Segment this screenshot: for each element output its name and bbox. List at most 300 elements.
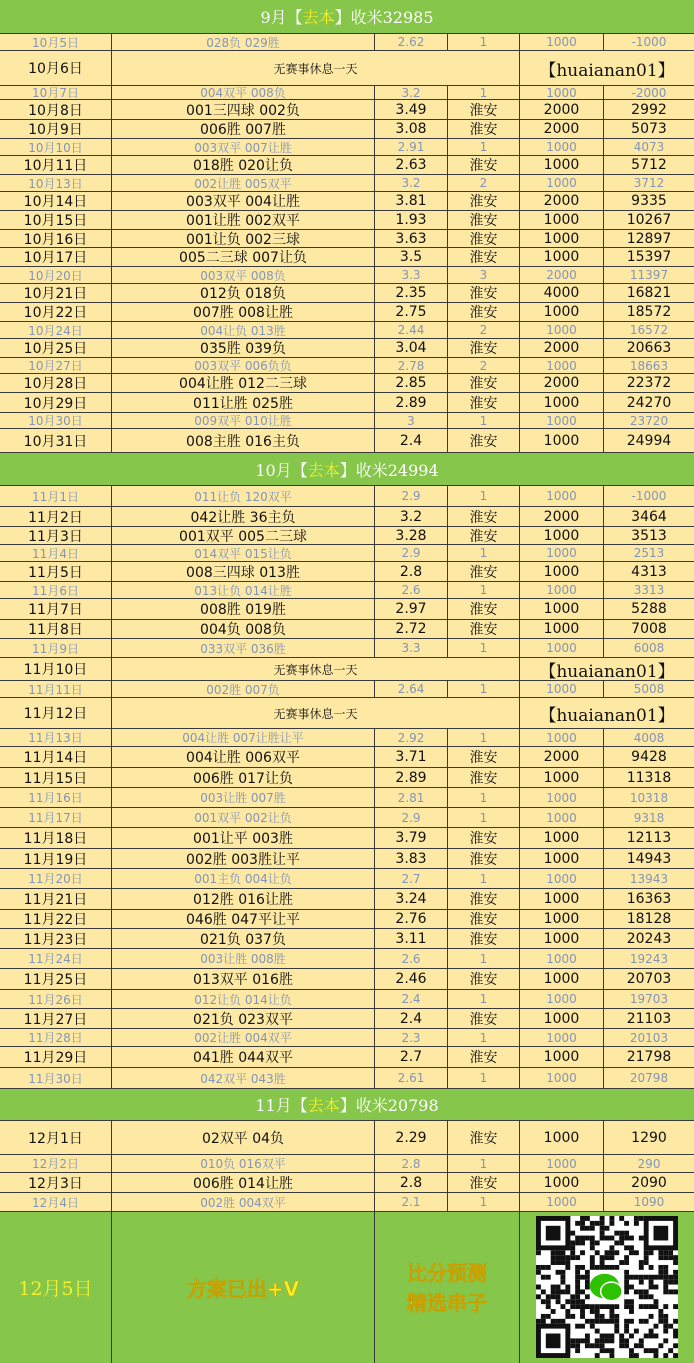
odds-cell: 3.04 bbox=[375, 339, 448, 357]
running-total-cell: 20243 bbox=[626, 930, 672, 947]
result-mark-cell: 淮安 bbox=[448, 248, 520, 266]
stake-cell: 1000 bbox=[520, 1029, 604, 1046]
result-mark-cell: 淮安 bbox=[448, 1121, 520, 1154]
table-row bbox=[0, 698, 694, 729]
result-mark-cell: 1 bbox=[448, 639, 520, 657]
table-row bbox=[0, 562, 694, 582]
result-mark-cell: 淮安 bbox=[448, 747, 520, 767]
stake-cell: 1000 bbox=[520, 729, 604, 746]
stake-cell: 1000 bbox=[520, 949, 604, 968]
odds-cell: 3.11 bbox=[375, 929, 448, 948]
odds-cell: 2.7 bbox=[375, 1047, 448, 1067]
match-pick-cell: 008主胜 016主负 bbox=[112, 429, 375, 452]
date-cell: 11月18日 bbox=[0, 828, 112, 848]
result-mark-cell: 淮安 bbox=[448, 969, 520, 989]
match-pick-cell: 010负 016双平 bbox=[112, 1155, 375, 1172]
footer-scheme-note: 方案已出+V bbox=[112, 1212, 375, 1363]
table-row bbox=[0, 969, 694, 990]
header-suffix: 】收米32985 bbox=[334, 8, 434, 27]
table-row bbox=[0, 211, 694, 230]
result-mark-cell: 1 bbox=[448, 582, 520, 598]
date-cell: 12月2日 bbox=[0, 1155, 112, 1172]
odds-cell: 2.3 bbox=[375, 1029, 448, 1046]
date-cell: 10月11日 bbox=[0, 156, 112, 174]
stake-cell: 1000 bbox=[520, 562, 604, 581]
match-pick-cell: 001三四球 002负 bbox=[112, 100, 375, 119]
running-total-cell: 19243 bbox=[629, 951, 669, 966]
match-pick-cell: 042让胜 36主负 bbox=[112, 507, 375, 526]
result-mark-cell: 1 bbox=[448, 1029, 520, 1046]
running-total-cell: 10318 bbox=[629, 790, 669, 805]
running-total-cell: 11397 bbox=[629, 268, 669, 282]
odds-cell: 2.76 bbox=[375, 910, 448, 928]
table-row bbox=[0, 413, 694, 429]
stake-cell: 1000 bbox=[520, 1193, 604, 1211]
table-row bbox=[0, 1173, 694, 1193]
rest-note-cell: 无赛事休息一天 bbox=[112, 51, 520, 85]
wechat-qr-code-icon[interactable] bbox=[536, 1216, 678, 1358]
odds-cell: 2.97 bbox=[375, 599, 448, 619]
date-cell: 11月3日 bbox=[0, 527, 112, 544]
contact-tag-cell: 【huaianan01】 bbox=[539, 60, 675, 81]
running-total-cell: 2992 bbox=[631, 101, 667, 118]
month-summary-header-nov bbox=[0, 1089, 694, 1121]
result-mark-cell: 1 bbox=[448, 869, 520, 888]
result-mark-cell: 淮安 bbox=[448, 929, 520, 948]
date-cell: 11月23日 bbox=[0, 929, 112, 948]
date-cell: 12月1日 bbox=[0, 1121, 112, 1154]
stake-cell: 1000 bbox=[520, 620, 604, 638]
result-mark-cell: 淮安 bbox=[448, 1009, 520, 1028]
odds-cell: 3.3 bbox=[375, 639, 448, 657]
match-pick-cell: 003双平 006负负 bbox=[112, 358, 375, 373]
match-pick-cell: 033双平 036胜 bbox=[112, 639, 375, 657]
odds-cell: 3.79 bbox=[375, 828, 448, 848]
date-cell: 11月19日 bbox=[0, 849, 112, 868]
table-row bbox=[0, 849, 694, 869]
stake-cell: 1000 bbox=[520, 828, 604, 848]
stake-cell: 1000 bbox=[520, 248, 604, 266]
result-mark-cell: 1 bbox=[448, 34, 520, 50]
table-row bbox=[0, 828, 694, 849]
odds-cell: 2.4 bbox=[375, 1009, 448, 1028]
stake-cell: 1000 bbox=[520, 413, 604, 428]
running-total-cell: 3464 bbox=[631, 508, 667, 525]
stake-cell: 1000 bbox=[520, 527, 604, 544]
running-total-cell: 10267 bbox=[626, 212, 672, 228]
stake-cell: 2000 bbox=[520, 267, 604, 283]
match-pick-cell: 021负 023双平 bbox=[112, 1009, 375, 1028]
result-mark-cell: 淮安 bbox=[448, 192, 520, 210]
date-cell: 11月30日 bbox=[0, 1068, 112, 1088]
odds-cell: 2.78 bbox=[375, 358, 448, 373]
running-total-cell: 6008 bbox=[633, 641, 665, 655]
result-mark-cell: 淮安 bbox=[448, 849, 520, 868]
running-total-cell: 24994 bbox=[626, 432, 672, 449]
running-total-cell: 5712 bbox=[631, 157, 667, 173]
match-pick-cell: 011让胜 025胜 bbox=[112, 393, 375, 412]
table-row bbox=[0, 139, 694, 156]
table-row bbox=[0, 374, 694, 393]
footer-pick-box bbox=[375, 1212, 520, 1363]
odds-cell: 1.93 bbox=[375, 211, 448, 229]
table-row bbox=[0, 156, 694, 175]
running-total-cell: 7008 bbox=[631, 621, 667, 637]
stake-cell: 1000 bbox=[520, 808, 604, 827]
odds-cell: 2.9 bbox=[375, 545, 448, 561]
stake-cell: 1000 bbox=[520, 322, 604, 338]
date-cell: 10月25日 bbox=[0, 339, 112, 357]
table-row bbox=[0, 681, 694, 698]
date-cell: 11月27日 bbox=[0, 1009, 112, 1028]
running-total-cell: 12897 bbox=[626, 230, 672, 247]
table-row bbox=[0, 248, 694, 267]
date-cell: 11月15日 bbox=[0, 768, 112, 787]
match-pick-cell: 013双平 016胜 bbox=[112, 969, 375, 989]
odds-cell: 2.4 bbox=[375, 429, 448, 452]
odds-cell: 2.91 bbox=[375, 139, 448, 155]
odds-cell: 2.29 bbox=[375, 1121, 448, 1154]
match-pick-cell: 013让负 014让胜 bbox=[112, 582, 375, 598]
running-total-cell: 3712 bbox=[633, 176, 665, 190]
date-cell: 10月27日 bbox=[0, 358, 112, 373]
match-pick-cell: 002胜 003胜让平 bbox=[112, 849, 375, 868]
match-pick-cell: 001双平 002让负 bbox=[112, 808, 375, 827]
header-suffix: 】收米24994 bbox=[339, 460, 439, 480]
table-row bbox=[0, 322, 694, 339]
stake-cell: 1000 bbox=[520, 393, 604, 412]
table-row bbox=[0, 230, 694, 248]
result-mark-cell: 1 bbox=[448, 1193, 520, 1211]
odds-cell: 2.85 bbox=[375, 374, 448, 392]
rest-note-cell: 无赛事休息一天 bbox=[112, 698, 520, 728]
match-pick-cell: 004双平 008负 bbox=[112, 86, 375, 99]
match-pick-cell: 014双平 015让负 bbox=[112, 545, 375, 561]
table-row bbox=[0, 486, 694, 507]
odds-cell: 2.89 bbox=[375, 768, 448, 787]
result-mark-cell: 淮安 bbox=[448, 599, 520, 619]
date-cell: 10月8日 bbox=[0, 100, 112, 119]
date-cell: 10月10日 bbox=[0, 139, 112, 155]
table-row bbox=[0, 429, 694, 453]
running-total-cell: 4073 bbox=[633, 140, 665, 154]
date-cell: 10月16日 bbox=[0, 230, 112, 247]
table-row bbox=[0, 527, 694, 545]
match-pick-cell: 002让胜 005双平 bbox=[112, 175, 375, 191]
table-row bbox=[0, 100, 694, 120]
table-row bbox=[0, 358, 694, 374]
stake-cell: 1000 bbox=[520, 230, 604, 247]
running-total-cell: 21103 bbox=[626, 1010, 672, 1027]
footer-date: 12月5日 bbox=[0, 1212, 112, 1363]
match-pick-cell: 008三四球 013胜 bbox=[112, 562, 375, 581]
table-row bbox=[0, 658, 694, 681]
match-pick-cell: 003双平 007让胜 bbox=[112, 139, 375, 155]
result-mark-cell: 淮安 bbox=[448, 1047, 520, 1067]
odds-cell: 2.61 bbox=[375, 1068, 448, 1088]
date-cell: 10月21日 bbox=[0, 284, 112, 302]
odds-cell: 3 bbox=[375, 413, 448, 428]
header-suffix: 】收米20798 bbox=[339, 1096, 439, 1115]
stake-cell: 1000 bbox=[520, 303, 604, 321]
running-total-cell: 5073 bbox=[631, 121, 667, 137]
result-mark-cell: 1 bbox=[448, 788, 520, 807]
table-row bbox=[0, 869, 694, 889]
odds-cell: 2.4 bbox=[375, 990, 448, 1008]
table-row bbox=[0, 768, 694, 788]
result-mark-cell: 淮安 bbox=[448, 393, 520, 412]
result-mark-cell: 2 bbox=[448, 175, 520, 191]
stake-cell: 1000 bbox=[520, 175, 604, 191]
odds-cell: 2.72 bbox=[375, 620, 448, 638]
table-row bbox=[0, 120, 694, 139]
odds-cell: 3.3 bbox=[375, 267, 448, 283]
stake-cell: 1000 bbox=[520, 788, 604, 807]
match-pick-cell: 012负 018负 bbox=[112, 284, 375, 302]
match-pick-cell: 001双平 005二三球 bbox=[112, 527, 375, 544]
table-row bbox=[0, 192, 694, 211]
running-total-cell: 24270 bbox=[626, 394, 672, 411]
running-total-cell: 5288 bbox=[631, 601, 667, 617]
match-pick-cell: 002让胜 004双平 bbox=[112, 1029, 375, 1046]
match-pick-cell: 007胜 008让胜 bbox=[112, 303, 375, 321]
date-cell: 10月17日 bbox=[0, 248, 112, 266]
result-mark-cell: 淮安 bbox=[448, 303, 520, 321]
running-total-cell: 1090 bbox=[633, 1195, 665, 1209]
result-mark-cell: 2 bbox=[448, 322, 520, 338]
running-total-cell: 12113 bbox=[626, 830, 672, 846]
running-total-cell: 5008 bbox=[633, 682, 665, 696]
odds-cell: 3.28 bbox=[375, 527, 448, 544]
match-pick-cell: 006胜 017让负 bbox=[112, 768, 375, 787]
result-mark-cell: 淮安 bbox=[448, 374, 520, 392]
rest-note-cell: 无赛事休息一天 bbox=[112, 658, 520, 680]
result-mark-cell: 淮安 bbox=[448, 156, 520, 174]
running-total-cell: 20663 bbox=[626, 340, 672, 356]
header-highlight: 去本 bbox=[302, 8, 335, 27]
match-pick-cell: 028负 029胜 bbox=[112, 34, 375, 50]
date-cell: 11月8日 bbox=[0, 620, 112, 638]
stake-cell: 1000 bbox=[520, 86, 604, 99]
stake-cell: 2000 bbox=[520, 747, 604, 767]
result-mark-cell: 1 bbox=[448, 808, 520, 827]
result-mark-cell: 淮安 bbox=[448, 211, 520, 229]
stake-cell: 1000 bbox=[520, 639, 604, 657]
table-row bbox=[0, 729, 694, 747]
table-row bbox=[0, 1029, 694, 1047]
table-row bbox=[0, 51, 694, 86]
result-mark-cell: 淮安 bbox=[448, 429, 520, 452]
date-cell: 11月10日 bbox=[0, 658, 112, 680]
match-pick-cell: 003让胜 008胜 bbox=[112, 949, 375, 968]
date-cell: 10月6日 bbox=[0, 51, 112, 85]
odds-cell: 2.6 bbox=[375, 949, 448, 968]
table-row bbox=[0, 747, 694, 768]
match-pick-cell: 001让平 003胜 bbox=[112, 828, 375, 848]
odds-cell: 2.6 bbox=[375, 582, 448, 598]
result-mark-cell: 淮安 bbox=[448, 620, 520, 638]
date-cell: 11月2日 bbox=[0, 507, 112, 526]
match-pick-cell: 012让负 014让负 bbox=[112, 990, 375, 1008]
contact-tag-cell: 【huaianan01】 bbox=[539, 661, 675, 680]
odds-cell: 3.5 bbox=[375, 248, 448, 266]
match-pick-cell: 001主负 004让负 bbox=[112, 869, 375, 888]
stake-cell: 1000 bbox=[520, 599, 604, 619]
stake-cell: 1000 bbox=[520, 929, 604, 948]
odds-cell: 3.08 bbox=[375, 120, 448, 138]
date-cell: 10月30日 bbox=[0, 413, 112, 428]
result-mark-cell: 淮安 bbox=[448, 889, 520, 909]
table-row bbox=[0, 929, 694, 949]
date-cell: 11月16日 bbox=[0, 788, 112, 807]
table-row bbox=[0, 284, 694, 303]
odds-cell: 3.81 bbox=[375, 192, 448, 210]
date-cell: 10月29日 bbox=[0, 393, 112, 412]
odds-cell: 2.8 bbox=[375, 1173, 448, 1192]
date-cell: 11月29日 bbox=[0, 1047, 112, 1067]
date-cell: 11月11日 bbox=[0, 681, 112, 697]
header-highlight: 去本 bbox=[307, 460, 340, 480]
date-cell: 11月12日 bbox=[0, 698, 112, 728]
match-pick-cell: 003双平 008负 bbox=[112, 267, 375, 283]
running-total-cell: 2090 bbox=[631, 1174, 667, 1191]
table-row bbox=[0, 808, 694, 828]
running-total-cell: 16821 bbox=[626, 285, 672, 301]
running-total-cell: 16572 bbox=[629, 323, 669, 337]
result-mark-cell: 1 bbox=[448, 139, 520, 155]
odds-cell: 2.7 bbox=[375, 869, 448, 888]
table-row bbox=[0, 639, 694, 658]
result-mark-cell: 淮安 bbox=[448, 230, 520, 247]
odds-cell: 3.24 bbox=[375, 889, 448, 909]
result-mark-cell: 1 bbox=[448, 486, 520, 506]
stake-cell: 1000 bbox=[520, 1121, 604, 1154]
odds-cell: 3.2 bbox=[375, 507, 448, 526]
date-cell: 11月17日 bbox=[0, 808, 112, 827]
running-total-cell: 23720 bbox=[629, 413, 669, 428]
odds-cell: 3.71 bbox=[375, 747, 448, 767]
match-pick-cell: 035胜 039负 bbox=[112, 339, 375, 357]
header-highlight: 去本 bbox=[307, 1096, 340, 1115]
running-total-cell: 9335 bbox=[631, 193, 667, 209]
running-total-cell: 18128 bbox=[626, 911, 672, 927]
result-mark-cell: 1 bbox=[448, 1155, 520, 1172]
date-cell: 11月25日 bbox=[0, 969, 112, 989]
result-mark-cell: 1 bbox=[448, 86, 520, 99]
result-mark-cell: 淮安 bbox=[448, 120, 520, 138]
odds-cell: 2.92 bbox=[375, 729, 448, 746]
stake-cell: 1000 bbox=[520, 1068, 604, 1088]
date-cell: 10月24日 bbox=[0, 322, 112, 338]
stake-cell: 2000 bbox=[520, 192, 604, 210]
date-cell: 11月26日 bbox=[0, 990, 112, 1008]
date-cell: 11月28日 bbox=[0, 1029, 112, 1046]
match-pick-cell: 02双平 04负 bbox=[112, 1121, 375, 1154]
date-cell: 10月22日 bbox=[0, 303, 112, 321]
running-total-cell: 20103 bbox=[629, 1030, 669, 1045]
footer-pick-line-1: 比分预测 bbox=[407, 1260, 487, 1285]
running-total-cell: 4313 bbox=[631, 563, 667, 580]
running-total-cell: -1000 bbox=[631, 35, 667, 49]
stake-cell: 1000 bbox=[520, 1047, 604, 1067]
table-row bbox=[0, 1047, 694, 1068]
result-mark-cell: 淮安 bbox=[448, 339, 520, 357]
result-mark-cell: 淮安 bbox=[448, 507, 520, 526]
stake-cell: 1000 bbox=[520, 358, 604, 373]
odds-cell: 2.46 bbox=[375, 969, 448, 989]
odds-cell: 2.1 bbox=[375, 1193, 448, 1211]
date-cell: 11月7日 bbox=[0, 599, 112, 619]
result-mark-cell: 1 bbox=[448, 681, 520, 697]
table-row bbox=[0, 910, 694, 929]
stake-cell: 4000 bbox=[520, 284, 604, 302]
odds-cell: 2.8 bbox=[375, 562, 448, 581]
running-total-cell: 290 bbox=[637, 1156, 661, 1171]
table-row bbox=[0, 545, 694, 562]
stake-cell: 1000 bbox=[520, 582, 604, 598]
table-row bbox=[0, 339, 694, 358]
stake-cell: 2000 bbox=[520, 507, 604, 526]
odds-cell: 2.44 bbox=[375, 322, 448, 338]
result-mark-cell: 淮安 bbox=[448, 527, 520, 544]
odds-cell: 3.49 bbox=[375, 100, 448, 119]
stake-cell: 1000 bbox=[520, 34, 604, 50]
result-mark-cell: 淮安 bbox=[448, 910, 520, 928]
running-total-cell: 18663 bbox=[629, 358, 669, 373]
running-total-cell: 2513 bbox=[633, 546, 665, 560]
odds-cell: 2.63 bbox=[375, 156, 448, 174]
table-row bbox=[0, 582, 694, 599]
running-total-cell: 3313 bbox=[633, 583, 665, 597]
stake-cell: 1000 bbox=[520, 889, 604, 909]
match-pick-cell: 046胜 047平让平 bbox=[112, 910, 375, 928]
match-pick-cell: 021负 037负 bbox=[112, 929, 375, 948]
result-mark-cell: 1 bbox=[448, 1068, 520, 1088]
date-cell: 12月3日 bbox=[0, 1173, 112, 1192]
running-total-cell: 20798 bbox=[629, 1071, 669, 1085]
header-prefix: 9月【 bbox=[260, 8, 303, 27]
date-cell: 10月5日 bbox=[0, 34, 112, 50]
stake-cell: 1000 bbox=[520, 910, 604, 928]
match-pick-cell: 004让胜 012二三球 bbox=[112, 374, 375, 392]
stake-cell: 1000 bbox=[520, 681, 604, 697]
result-mark-cell: 淮安 bbox=[448, 284, 520, 302]
odds-cell: 3.63 bbox=[375, 230, 448, 247]
running-total-cell: 14943 bbox=[626, 850, 672, 867]
result-mark-cell: 1 bbox=[448, 990, 520, 1008]
date-cell: 12月4日 bbox=[0, 1193, 112, 1211]
date-cell: 11月4日 bbox=[0, 545, 112, 561]
table-row bbox=[0, 1193, 694, 1212]
stake-cell: 2000 bbox=[520, 374, 604, 392]
stake-cell: 1000 bbox=[520, 1009, 604, 1028]
table-row bbox=[0, 620, 694, 639]
odds-cell: 3.83 bbox=[375, 849, 448, 868]
match-pick-cell: 042双平 043胜 bbox=[112, 1068, 375, 1088]
odds-cell: 2.62 bbox=[375, 34, 448, 50]
odds-cell: 2.8 bbox=[375, 1155, 448, 1172]
running-total-cell: 19703 bbox=[629, 992, 669, 1006]
date-cell: 11月6日 bbox=[0, 582, 112, 598]
match-pick-cell: 005二三球 007让负 bbox=[112, 248, 375, 266]
result-mark-cell: 淮安 bbox=[448, 562, 520, 581]
footer-pick-line-2: 精选串子 bbox=[407, 1290, 487, 1315]
odds-cell: 2.64 bbox=[375, 681, 448, 697]
table-row bbox=[0, 507, 694, 527]
stake-cell: 1000 bbox=[520, 969, 604, 989]
stake-cell: 1000 bbox=[520, 545, 604, 561]
header-prefix: 11月【 bbox=[255, 1096, 308, 1115]
